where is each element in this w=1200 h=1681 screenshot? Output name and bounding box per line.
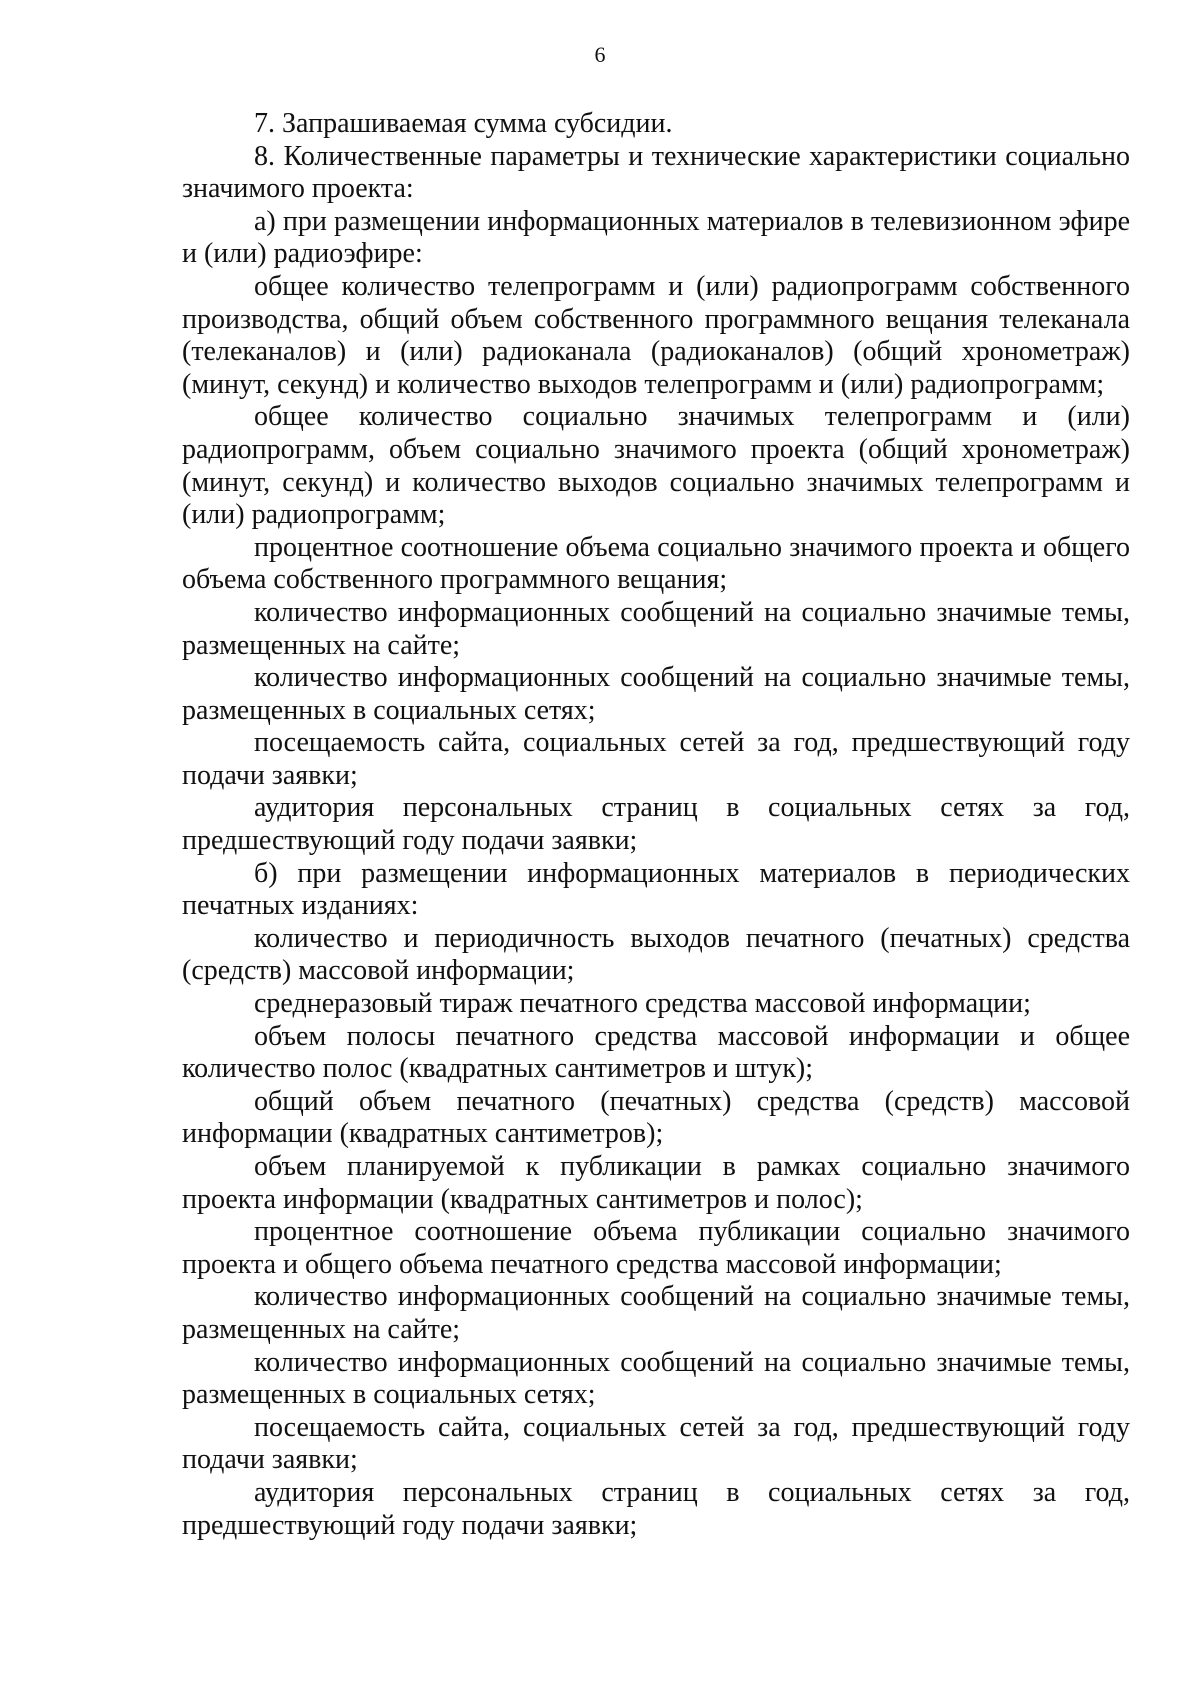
- subparagraph-b: б) при размещении информационных материалов в периодических печатных изданиях:: [182, 857, 1130, 922]
- list-item: объем планируемой к публикации в рамках социально значимого проекта информации (квадратных сантиметров и полос);: [182, 1151, 1130, 1215]
- paragraph-item-8: 8. Количественные параметры и технические характеристики социально значимого проекта:: [182, 140, 1130, 205]
- paragraph-item-7: 7. Запрашиваемая сумма субсидии.: [254, 108, 673, 139]
- list-item: количество и периодичность выходов печатного (печатных) средства (средств) массовой информации;: [182, 922, 1130, 987]
- list-item: общее количество социально значимых телепрограмм и (или) радиопрограмм, объем социально значимого проекта (общий хронометраж) (минут, секунд) и количество выходов социально значимых телепрограмм и (или) радиопрограмм;: [182, 401, 1130, 531]
- page-number: 6: [594, 42, 606, 67]
- list-item: количество информационных сообщений на социально значимые темы, размещенных на сайте;: [182, 1281, 1130, 1345]
- list-item: общее количество телепрограмм и (или) радиопрограмм собственного производства, общий объем собственного программного вещания телеканала (телеканалов) и (или) радиоканала (радиоканалов) (общий хронометраж) (минут, секунд) и количество выходов телепрограмм и (или) радиопрограмм;: [182, 270, 1130, 400]
- list-item: количество информационных сообщений на социально значимые темы, размещенных на сайте;: [182, 596, 1130, 661]
- list-item: процентное соотношение объема публикации социально значимого проекта и общего объема печатного средства массовой информации;: [182, 1216, 1130, 1280]
- list-item: среднеразовый тираж печатного средства массовой информации;: [254, 988, 1031, 1020]
- list-item: количество информационных сообщений на социально значимые темы, размещенных в социальных сетях;: [182, 662, 1130, 726]
- list-item: объем полосы печатного средства массовой информации и общее количество полос (квадратных сантиметров и штук);: [182, 1020, 1130, 1085]
- list-item: процентное соотношение объема социально значимого проекта и общего объема собственного программного вещания;: [182, 531, 1130, 596]
- list-item: посещаемость сайта, социальных сетей за год, предшествующий году подачи заявки;: [182, 1411, 1130, 1476]
- list-item: количество информационных сообщений на социально значимые темы, размещенных в социальных сетях;: [182, 1346, 1130, 1411]
- list-item: аудитория персональных страниц в социальных сетях за год, предшествующий году подачи заявки;: [182, 792, 1130, 857]
- list-item: аудитория персональных страниц в социальных сетях за год, предшествующий году подачи заявки;: [182, 1476, 1130, 1541]
- subparagraph-a: а) при размещении информационных материалов в телевизионном эфире и (или) радиоэфире:: [182, 205, 1130, 270]
- list-item: общий объем печатного (печатных) средства (средств) массовой информации (квадратных сантиметров);: [182, 1085, 1130, 1150]
- list-item: посещаемость сайта, социальных сетей за год, предшествующий году подачи заявки;: [182, 727, 1130, 791]
- document-body: [182, 108, 1130, 1542]
